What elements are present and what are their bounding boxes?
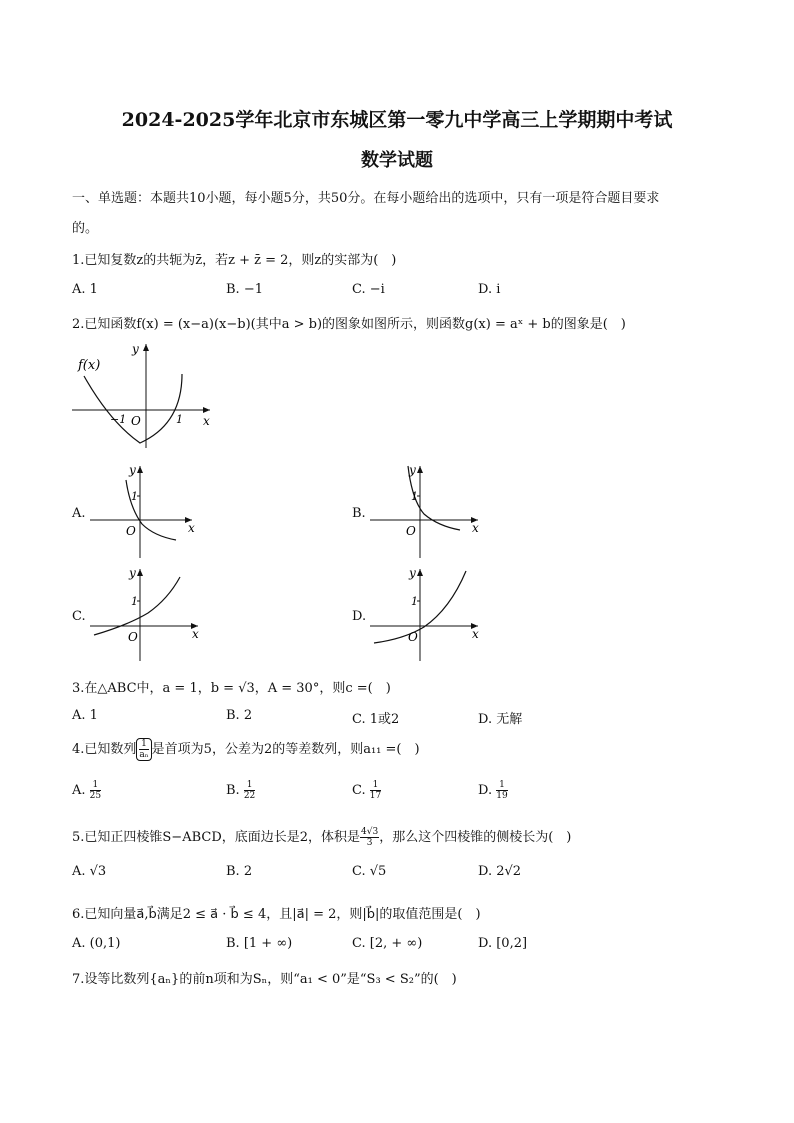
q4-option-a-letter: A. xyxy=(72,783,86,798)
q4-option-d-letter: D. xyxy=(478,783,493,798)
q1-option-c: C. −i xyxy=(352,282,385,297)
q4-stem xyxy=(72,738,420,761)
q4-option-d-fraction xyxy=(496,780,507,801)
q4-seq-numerator: 1 xyxy=(141,739,147,749)
q4-option-d xyxy=(478,780,508,801)
q4-option-b-fraction xyxy=(244,780,255,801)
y-axis-label: y xyxy=(129,566,136,580)
q4-option-b-num: 1 xyxy=(244,780,255,791)
q4-stem-pre: 4.已知数列 xyxy=(72,742,137,757)
tick-1-label: 1 xyxy=(411,595,418,608)
q5-option-d: D. 2√2 xyxy=(478,864,522,879)
y-axis-label: y xyxy=(132,342,139,356)
q3-option-a: A. 1 xyxy=(72,708,98,723)
tick-1-label: 1 xyxy=(131,490,138,503)
origin-label: O xyxy=(406,524,416,538)
q5-volume-den: 3 xyxy=(366,838,373,848)
q1-option-b: B. −1 xyxy=(226,282,263,297)
q4-sequence-fraction xyxy=(139,739,148,760)
origin-label: O xyxy=(128,630,138,644)
q4-option-d-den: 19 xyxy=(496,791,508,801)
tick-1-label: 1 xyxy=(176,413,183,426)
origin-label: O xyxy=(408,630,418,644)
origin-label: O xyxy=(126,524,136,538)
q4-option-c-num: 1 xyxy=(370,780,381,791)
section-instructions: 一、单选题：本题共10小题，每小题5分，共50分。在每小题给出的选项中，只有一项是符合题目要求 xyxy=(72,191,660,206)
y-axis-label: y xyxy=(409,566,416,580)
y-axis-label: y xyxy=(409,463,416,477)
x-axis-arrow xyxy=(203,407,210,413)
q4-option-a-fraction xyxy=(90,780,101,801)
q5-volume-fraction xyxy=(360,827,379,848)
q4-option-b-den: 22 xyxy=(243,791,256,801)
q4-seq-denominator: aₙ xyxy=(139,750,149,760)
fx-label: f(x) xyxy=(78,358,101,373)
y-axis-arrow xyxy=(417,466,423,473)
origin-label: O xyxy=(131,414,141,428)
q5-option-c: C. √5 xyxy=(352,864,387,879)
y-axis-label: y xyxy=(129,463,136,477)
q2-option-d-graph xyxy=(368,563,483,663)
q4-option-a-den: 25 xyxy=(89,791,102,801)
q5-stem-post: ，那么这个四棱锥的侧棱长为( ) xyxy=(379,830,572,845)
section-instructions-cont: 的。 xyxy=(72,221,99,236)
q6-option-a: A. (0,1) xyxy=(72,936,121,951)
q4-option-a xyxy=(72,780,101,801)
q5-option-a: A. √3 xyxy=(72,864,107,879)
q1-stem: 1.已知复数z的共轭为z̄，若z + z̄ = 2，则z的实部为( ) xyxy=(72,253,397,268)
q2-option-c-label: C. xyxy=(72,609,86,624)
q6-stem: 6.已知向量a⃗,b⃗满足2 ≤ a⃗ · b⃗ ≤ 4，且|a⃗| = 2，则|b⃗|的取值范围是( ) xyxy=(72,907,481,922)
y-axis-arrow xyxy=(143,344,149,351)
q6-option-c: C. [2, + ∞) xyxy=(352,936,423,951)
q4-option-c-fraction xyxy=(370,780,381,801)
tick-neg1-label: −1 xyxy=(110,413,127,426)
q6-option-b: B. [1 + ∞) xyxy=(226,936,293,951)
q2-option-b-label: B. xyxy=(352,506,366,521)
q6-option-d: D. [0,2] xyxy=(478,936,528,951)
q4-option-a-num: 1 xyxy=(90,780,101,791)
y-axis-arrow xyxy=(137,569,143,576)
q4-option-b xyxy=(226,780,255,801)
q2-option-a-label: A. xyxy=(72,506,86,521)
q5-stem xyxy=(72,826,571,848)
x-axis-label: x xyxy=(188,521,195,535)
q2-option-b-graph xyxy=(368,460,483,560)
x-axis-label: x xyxy=(472,521,479,535)
q4-sequence-braces xyxy=(136,738,151,761)
q2-option-d-label: D. xyxy=(352,609,367,624)
q5-option-b: B. 2 xyxy=(226,864,253,879)
q3-option-c: C. 1或2 xyxy=(352,712,400,727)
q7-stem: 7.设等比数列{aₙ}的前n项和为Sₙ，则“a₁ < 0”是“S₃ < S₂”的( ) xyxy=(72,972,457,987)
tick-1-label: 1 xyxy=(411,490,418,503)
q3-option-d: D. 无解 xyxy=(478,712,523,727)
parabola-curve xyxy=(84,374,182,443)
q2-stem: 2.已知函数f(x) = (x−a)(x−b)(其中a > b)的图象如图所示，则函数g(x) = aˣ + b的图象是( ) xyxy=(72,317,626,332)
q4-stem-post: 是首项为5，公差为2的等差数列，则a₁₁ =( ) xyxy=(151,742,420,757)
q1-option-a: A. 1 xyxy=(72,282,98,297)
y-axis-arrow xyxy=(137,466,143,473)
q4-option-b-letter: B. xyxy=(226,783,240,798)
q4-option-c-letter: C. xyxy=(352,783,366,798)
q4-option-c-den: 17 xyxy=(369,791,382,801)
x-axis-label: x xyxy=(203,414,210,428)
q2-option-c-graph xyxy=(88,563,203,663)
q5-volume-num: 4√3 xyxy=(361,827,379,837)
q2-option-a-graph xyxy=(88,460,198,560)
q3-option-b: B. 2 xyxy=(226,708,253,723)
q1-option-d: D. i xyxy=(478,282,501,297)
q4-option-c xyxy=(352,780,381,801)
x-axis-label: x xyxy=(192,627,199,641)
q2-main-graph xyxy=(70,340,220,450)
q3-stem: 3.在△ABC中，a = 1，b = √3，A = 30°，则c =( ) xyxy=(72,681,391,696)
y-axis-arrow xyxy=(417,569,423,576)
tick-1-label: 1 xyxy=(131,595,138,608)
exam-title: 2024-2025学年北京市东城区第一零九中学高三上学期期中考试 xyxy=(121,109,673,131)
exam-subtitle: 数学试题 xyxy=(361,150,433,171)
q4-option-d-num: 1 xyxy=(496,780,507,791)
q5-stem-pre: 5.已知正四棱锥S−ABCD，底面边长是2，体积是 xyxy=(72,830,361,845)
x-axis-label: x xyxy=(472,627,479,641)
